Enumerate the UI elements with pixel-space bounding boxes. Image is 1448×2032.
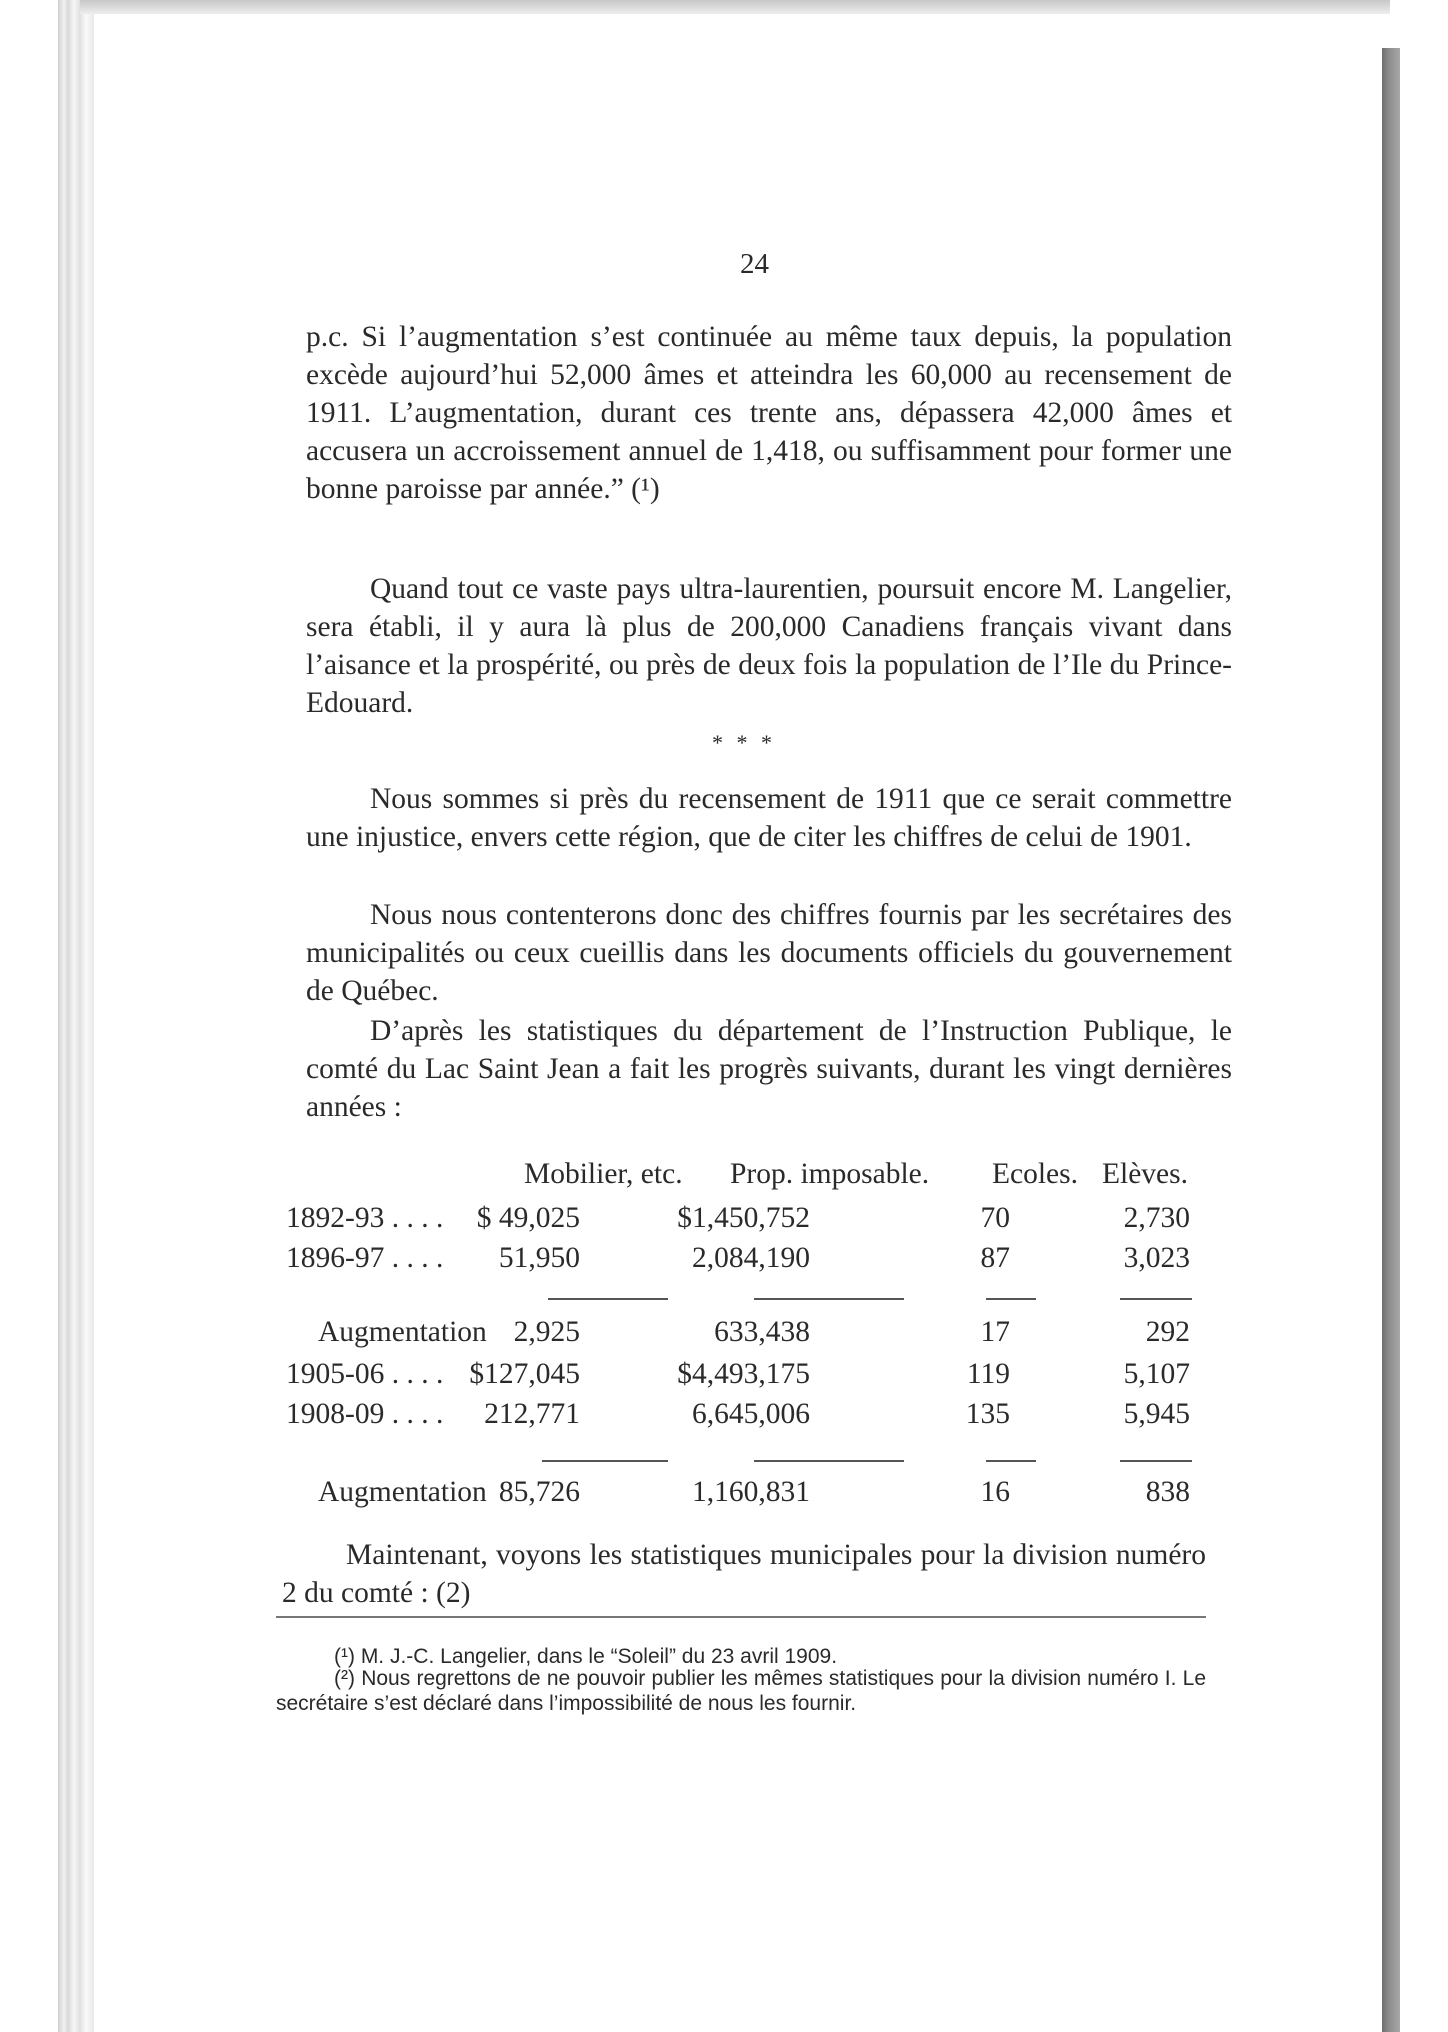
section-separator: * * * xyxy=(712,730,776,755)
sum-rule xyxy=(1120,1298,1192,1300)
table-row xyxy=(280,1398,1210,1436)
binding-shadow xyxy=(1382,48,1400,2032)
row-label: 1905-06 . . . . xyxy=(286,1358,444,1390)
cell-ecoles: 70 xyxy=(980,1202,1010,1234)
row-label: 1892-93 . . . . xyxy=(286,1202,444,1234)
sum-rule xyxy=(986,1298,1036,1300)
cell-eleves: 2,730 xyxy=(1123,1202,1190,1234)
cell-eleves: 292 xyxy=(1145,1316,1190,1348)
header-ecoles: Ecoles. xyxy=(992,1158,1079,1190)
table-header xyxy=(280,1158,1210,1198)
table-row xyxy=(280,1316,1210,1354)
header-prop: Prop. imposable. xyxy=(730,1158,930,1190)
page-number: 24 xyxy=(740,248,769,280)
sum-rule xyxy=(1120,1460,1192,1462)
sum-rule xyxy=(754,1298,904,1300)
right-margin xyxy=(1400,0,1448,2032)
footnote-rule xyxy=(276,1616,1206,1618)
cell-eleves: 5,945 xyxy=(1123,1398,1190,1430)
paragraph-4: Nous nous contenterons donc des chiffres fournis par les secrétaires des municipalités ou ceux cueillis dans les documents officiels du gouvernement de Québec. xyxy=(306,899,1232,1007)
paragraph-1: p.c. Si l’augmentation s’est continuée au même taux depuis, la population excède aujourd’hui 52,000 âmes et atteindra les 60,000 au recensement de 1911. L’augmentation, durant ces trente ans, dépassera 42,000 âmes et accusera un accroissement annuel de 1,418, ou suffisamment pour former une bonne paroisse par année.” (¹) xyxy=(306,321,1232,505)
cell-mobilier: 85,726 xyxy=(498,1476,580,1508)
cell-prop: 2,084,190 xyxy=(692,1242,810,1274)
cell-ecoles: 16 xyxy=(980,1476,1010,1508)
page-top-edge xyxy=(80,0,1390,14)
paragraph-6: Maintenant, voyons les statistiques municipales pour la division numéro 2 du comté : (2) xyxy=(282,1539,1206,1609)
paragraph-3: Nous sommes si près du recensement de 1911 que ce serait commettre une injustice, envers cette région, que de citer les chiffres de celui de 1901. xyxy=(306,783,1232,853)
page-stack-edge xyxy=(58,0,94,2032)
table-row xyxy=(280,1202,1210,1240)
cell-eleves: 3,023 xyxy=(1123,1242,1190,1274)
table-row xyxy=(280,1476,1210,1514)
cell-eleves: 5,107 xyxy=(1123,1358,1190,1390)
cell-prop: 633,438 xyxy=(714,1316,810,1348)
cell-prop: $4,493,175 xyxy=(677,1358,810,1390)
row-label: 1908-09 . . . . xyxy=(286,1398,444,1430)
sum-rule xyxy=(548,1298,668,1300)
footnote-2: (²) Nous regrettons de ne pouvoir publier les mêmes statistiques pour la division numéro I. Le secrétaire s’est déclaré dans l’impossibilité de nous les fournir. xyxy=(276,1667,1206,1715)
cell-ecoles: 119 xyxy=(966,1358,1010,1390)
sum-rule xyxy=(986,1460,1036,1462)
row-label: Augmentation xyxy=(318,1316,487,1348)
sum-rule xyxy=(754,1460,904,1462)
cell-eleves: 838 xyxy=(1145,1476,1190,1508)
cell-prop: $1,450,752 xyxy=(677,1202,810,1234)
cell-ecoles: 135 xyxy=(965,1398,1010,1430)
header-eleves: Elèves. xyxy=(1102,1158,1189,1190)
footnote-1: (¹) M. J.-C. Langelier, dans le “Soleil” du 23 avril 1909. xyxy=(334,1645,838,1668)
cell-mobilier: 212,771 xyxy=(484,1398,580,1430)
table-row xyxy=(280,1358,1210,1396)
cell-mobilier: $127,045 xyxy=(469,1358,580,1390)
cell-mobilier: 2,925 xyxy=(513,1316,580,1348)
cell-mobilier: 51,950 xyxy=(498,1242,580,1274)
cell-prop: 6,645,006 xyxy=(692,1398,810,1430)
table-row xyxy=(280,1242,1210,1280)
cell-ecoles: 17 xyxy=(980,1316,1010,1348)
sum-rule xyxy=(542,1460,668,1462)
cell-prop: 1,160,831 xyxy=(692,1476,810,1508)
cell-ecoles: 87 xyxy=(980,1242,1010,1274)
header-mobilier: Mobilier, etc. xyxy=(524,1158,683,1190)
row-label: Augmentation xyxy=(318,1476,487,1508)
cell-mobilier: $ 49,025 xyxy=(476,1202,580,1234)
paragraph-2: Quand tout ce vaste pays ultra-laurentien, poursuit encore M. Langelier, sera établi, il y aura là plus de 200,000 Canadiens français vivant dans l’aisance et la prospérité, ou près de deux fois la population de l’Ile du Prince-Edouard. xyxy=(306,573,1232,719)
paragraph-5: D’après les statistiques du département de l’Instruction Publique, le comté du Lac Saint Jean a fait les progrès suivants, durant les vingt dernières années : xyxy=(306,1015,1232,1123)
row-label: 1896-97 . . . . xyxy=(286,1242,444,1274)
